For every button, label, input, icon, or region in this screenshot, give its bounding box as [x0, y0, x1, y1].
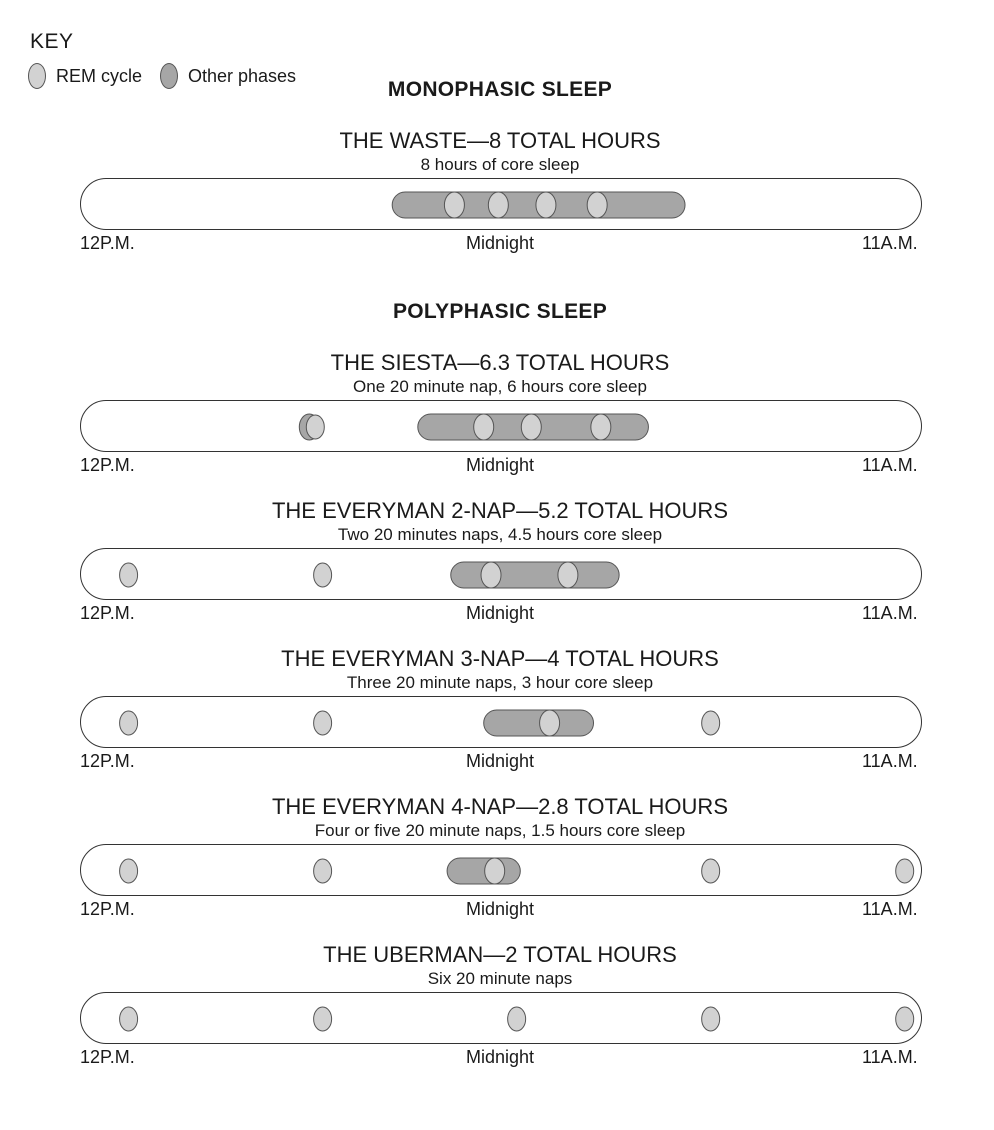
schedule-subtitle: Two 20 minutes naps, 4.5 hours core sleep — [337, 525, 663, 544]
nap-rem-marker — [314, 1007, 332, 1031]
axis-mid-label: Midnight — [465, 899, 535, 919]
nap-rem-marker — [120, 563, 138, 587]
schedule-subtitle: Six 20 minute naps — [427, 969, 573, 988]
axis-mid-label: Midnight — [465, 233, 535, 253]
nap-rem-marker — [120, 1007, 138, 1031]
nap-rem-marker — [896, 859, 914, 883]
rem-cycle-marker — [521, 414, 541, 440]
timeline-track — [80, 178, 922, 230]
rem-cycle-marker — [444, 192, 464, 218]
nap-rem-marker — [508, 1007, 526, 1031]
nap-rem-marker — [306, 415, 324, 439]
schedule-subtitle: Four or five 20 minute naps, 1.5 hours core sleep — [314, 821, 686, 840]
nap-rem-marker — [702, 711, 720, 735]
timeline-svg — [81, 845, 923, 897]
section-title-polyphasic: POLYPHASIC SLEEP — [392, 300, 608, 323]
rem-cycle-marker — [587, 192, 607, 218]
schedule-subtitle: Three 20 minute naps, 3 hour core sleep — [346, 673, 654, 692]
schedule-subtitle: One 20 minute nap, 6 hours core sleep — [353, 377, 647, 396]
axis-end-label: 11A.M. — [862, 455, 918, 475]
timeline-track — [80, 400, 922, 452]
schedule-title: THE UBERMAN—2 TOTAL HOURS — [323, 942, 677, 967]
nap-rem-marker — [702, 1007, 720, 1031]
nap-rem-marker — [314, 711, 332, 735]
timeline-track — [80, 696, 922, 748]
core-sleep-bar — [451, 562, 619, 588]
schedule-subtitle: 8 hours of core sleep — [420, 155, 580, 174]
core-sleep-bar — [484, 710, 594, 736]
nap-rem-marker — [314, 859, 332, 883]
timeline-svg — [81, 697, 923, 749]
axis-mid-label: Midnight — [465, 455, 535, 475]
key-legend — [30, 30, 297, 86]
axis-end-label: 11A.M. — [862, 899, 918, 919]
axis-end-label: 11A.M. — [862, 1047, 918, 1067]
nap-rem-marker — [120, 711, 138, 735]
timeline-svg — [81, 993, 923, 1045]
nap-rem-marker — [896, 1007, 914, 1031]
axis-mid-label: Midnight — [465, 751, 535, 771]
axis-start-label: 12P.M. — [80, 455, 135, 475]
rem-cycle-marker — [536, 192, 556, 218]
key-title: KEY — [30, 30, 74, 53]
rem-cycle-marker — [540, 710, 560, 736]
timeline-svg — [81, 401, 923, 453]
schedule-block — [0, 498, 994, 628]
axis-end-label: 11A.M. — [862, 233, 918, 253]
section-title-monophasic: MONOPHASIC SLEEP — [387, 78, 613, 101]
rem-cycle-marker — [488, 192, 508, 218]
axis-start-label: 12P.M. — [80, 899, 135, 919]
timeline-track — [80, 548, 922, 600]
schedule-block — [0, 794, 994, 924]
axis-mid-label: Midnight — [465, 603, 535, 623]
schedule-title: THE SIESTA—6.3 TOTAL HOURS — [330, 350, 670, 375]
axis-start-label: 12P.M. — [80, 233, 135, 253]
rem-cycle-marker — [481, 562, 501, 588]
rem-cycle-marker — [558, 562, 578, 588]
rem-cycle-marker — [474, 414, 494, 440]
nap-rem-marker — [314, 563, 332, 587]
schedule-block — [0, 646, 994, 776]
axis-start-label: 12P.M. — [80, 1047, 135, 1067]
axis-end-label: 11A.M. — [862, 603, 918, 623]
axis-end-label: 11A.M. — [862, 751, 918, 771]
rem-cycle-marker — [591, 414, 611, 440]
axis-start-label: 12P.M. — [80, 603, 135, 623]
axis-start-label: 12P.M. — [80, 751, 135, 771]
schedule-block — [0, 350, 994, 480]
core-sleep-bar — [447, 858, 520, 884]
nap-rem-marker — [120, 859, 138, 883]
timeline-svg — [81, 179, 923, 231]
timeline-svg — [81, 549, 923, 601]
schedule-title: THE EVERYMAN 4-NAP—2.8 TOTAL HOURS — [271, 794, 728, 819]
key-rem-label: REM cycle — [56, 66, 143, 86]
schedule-title: THE WASTE—8 TOTAL HOURS — [339, 128, 661, 153]
key-other-label: Other phases — [188, 66, 297, 86]
rem-cycle-marker — [485, 858, 505, 884]
schedule-block — [0, 128, 994, 258]
schedule-title: THE EVERYMAN 3-NAP—4 TOTAL HOURS — [281, 646, 719, 671]
schedule-title: THE EVERYMAN 2-NAP—5.2 TOTAL HOURS — [271, 498, 728, 523]
timeline-track — [80, 992, 922, 1044]
timeline-track — [80, 844, 922, 896]
nap-rem-marker — [702, 859, 720, 883]
schedule-block — [0, 942, 994, 1072]
axis-mid-label: Midnight — [465, 1047, 535, 1067]
